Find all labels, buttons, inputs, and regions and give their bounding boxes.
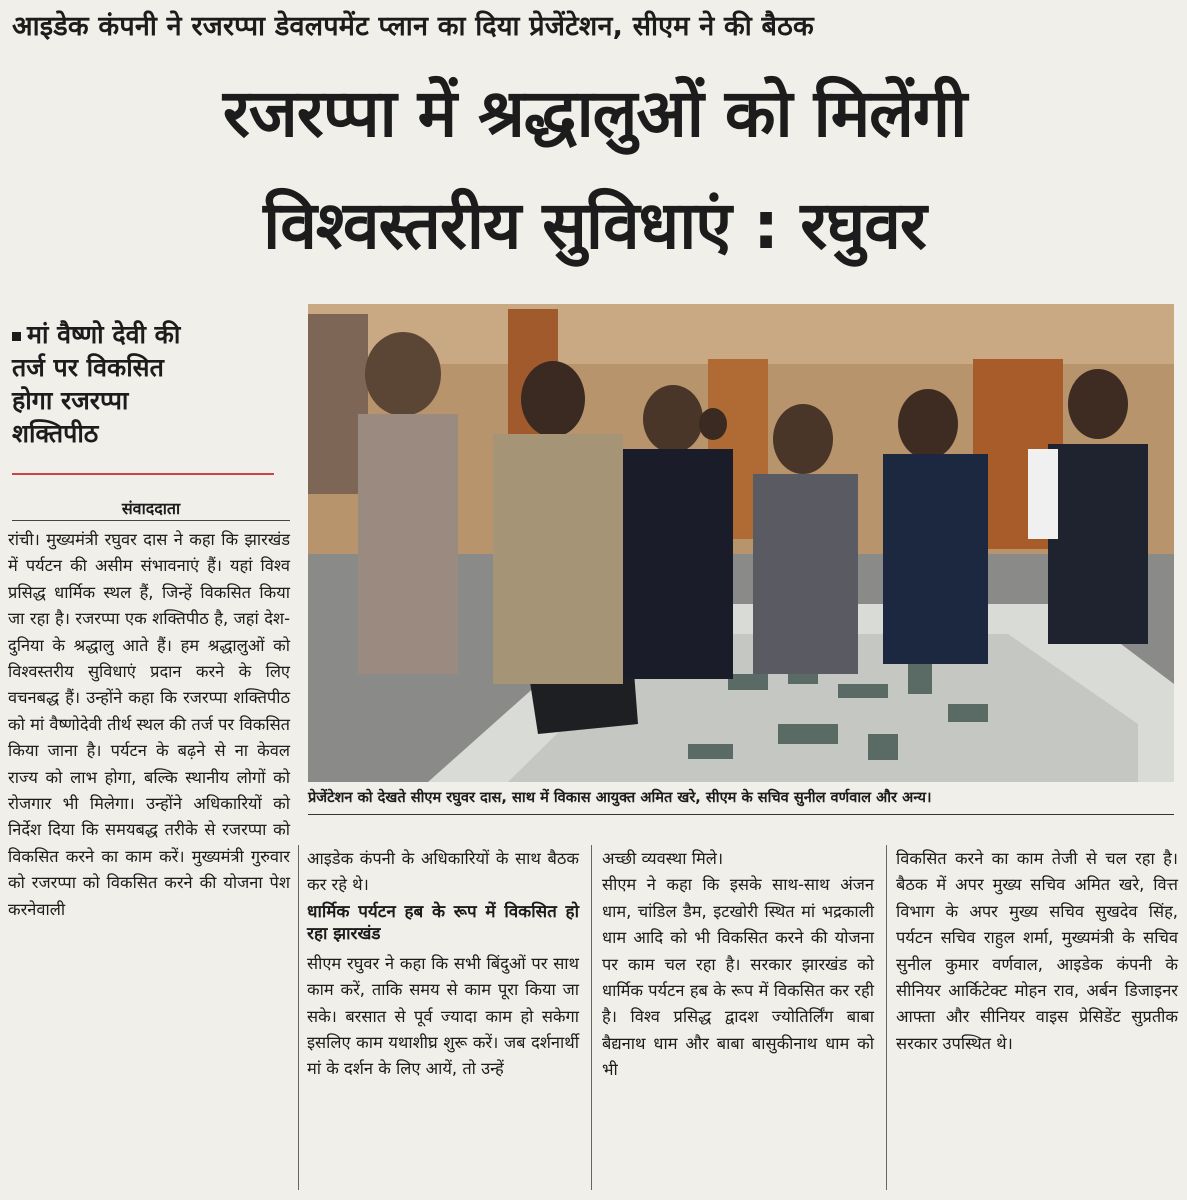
paragraph: अच्छी व्यवस्था मिले।: [602, 849, 724, 868]
headline-line-2: विश्वस्तरीय सुविधाएं : रघुवर: [263, 187, 926, 264]
bullet-square-icon: [12, 332, 21, 341]
paragraph: सीएम ने कहा कि इसके साथ-साथ अंजन धाम, चांडिल डैम, इटखोरी स्थित मां भद्रकाली धाम आदि को भी विकसित करने की योजना पर काम चल रहा है। सरकार झारखंड को धार्मिक पर्यटन हब के रूप में विकसित कर रही है। विश्व प्रसिद्ध द्वादश ज्योतिर्लिंग बाबा बैद्यनाथ धाम और बाबा बासुकीनाथ धाम को भी: [602, 875, 874, 1080]
column-divider: [886, 845, 887, 1190]
article-column-2: [307, 846, 579, 1083]
kicker-headline: आइडेक कंपनी ने रजरप्पा डेवलपमेंट प्लान का दिया प्रेजेंटेशन, सीएम ने की बैठक: [12, 11, 814, 42]
article-column-1: [8, 527, 290, 923]
divider: [308, 814, 1174, 815]
byline: संवाददाता: [121, 499, 181, 518]
column-divider: [298, 845, 299, 1190]
divider: [12, 520, 290, 521]
highlight-bullet: [12, 318, 274, 450]
paragraph: विकसित करने का काम तेजी से चल रहा है। बैठक में अपर मुख्य सचिव अमित खरे, वित्त विभाग के अपर मुख्य सचिव सुखदेव सिंह, पर्यटन सचिव राहुल शर्मा, मुख्यमंत्री के सचिव सुनील कुमार वर्णवाल, आइडेक कंपनी के सीनियर आर्किटेक्ट मोहन राव, अर्बन डिजाइनर आफ्ता और सीनियर वाइस प्रेसिडेंट सुप्रतीक सरकार उपस्थित थे।: [896, 849, 1178, 1053]
section-subheading: धार्मिक पर्यटन हब के रूप में विकसित हो रहा झारखंड: [307, 901, 579, 944]
column-divider: [591, 845, 592, 1190]
bullet-line: शक्तिपीठ: [12, 419, 99, 448]
paragraph: रांची। मुख्यमंत्री रघुवर दास ने कहा कि झारखंड में पर्यटन की असीम संभावनाएं हैं। यहां विश्व प्रसिद्ध धार्मिक स्थल हैं, जिन्हें विकसित किया जा रहा है। रजरप्पा एक शक्तिपीठ है, जहां देश-दुनिया के श्रद्धालु आते हैं। हम श्रद्धालुओं को विश्वस्तरीय सुविधाएं प्रदान करने के लिए वचनबद्ध हैं। उन्होंने कहा कि रजरप्पा शक्तिपीठ को मां वैष्णोदेवी तीर्थ स्थल की तर्ज पर विकसित किया जाना है। पर्यटन के बढ़ने से ना केवल राज्य को लाभ होगा, बल्कि स्थानीय लोगों को रोजगार भी मिलेगा। उन्होंने अधिकारियों को निर्देश दिया कि समयबद्ध तरीके से रजरप्पा को विकसित करने का काम करें। मुख्यमंत्री गुरुवार को रजरप्पा को विकसित करने की योजना पेश करनेवाली: [8, 530, 290, 919]
paragraph: सीएम रघुवर ने कहा कि सभी बिंदुओं पर साथ काम करें, ताकि समय से काम पूरा किया जा सके। बरसात से पूर्व ज्यादा काम हो सकेगा इसलिए काम यथाशीघ्र शुरू करें। जब दर्शनार्थी मां के दर्शन के लिए आयें, तो उन्हें: [307, 953, 579, 1079]
article-column-3: [602, 846, 874, 1084]
bullet-line: होगा रजरप्पा: [12, 386, 129, 415]
headline-line-1: रजरप्पा में श्रद्धालुओं को मिलेंगी: [222, 75, 967, 152]
bullet-line: मां वैष्णो देवी की: [27, 320, 181, 349]
bullet-line: तर्ज पर विकसित: [12, 353, 164, 382]
article-column-4: [896, 846, 1178, 1057]
paragraph: आइडेक कंपनी के अधिकारियों के साथ बैठक कर रहे थे।: [307, 849, 579, 895]
divider: [12, 473, 274, 475]
photo-caption: प्रेजेंटेशन को देखते सीएम रघुवर दास, साथ में विकास आयुक्त अमित खरे, सीएम के सचिव सुनील वर्णवाल और अन्य।: [308, 789, 932, 806]
meeting-photo: [308, 304, 1174, 782]
